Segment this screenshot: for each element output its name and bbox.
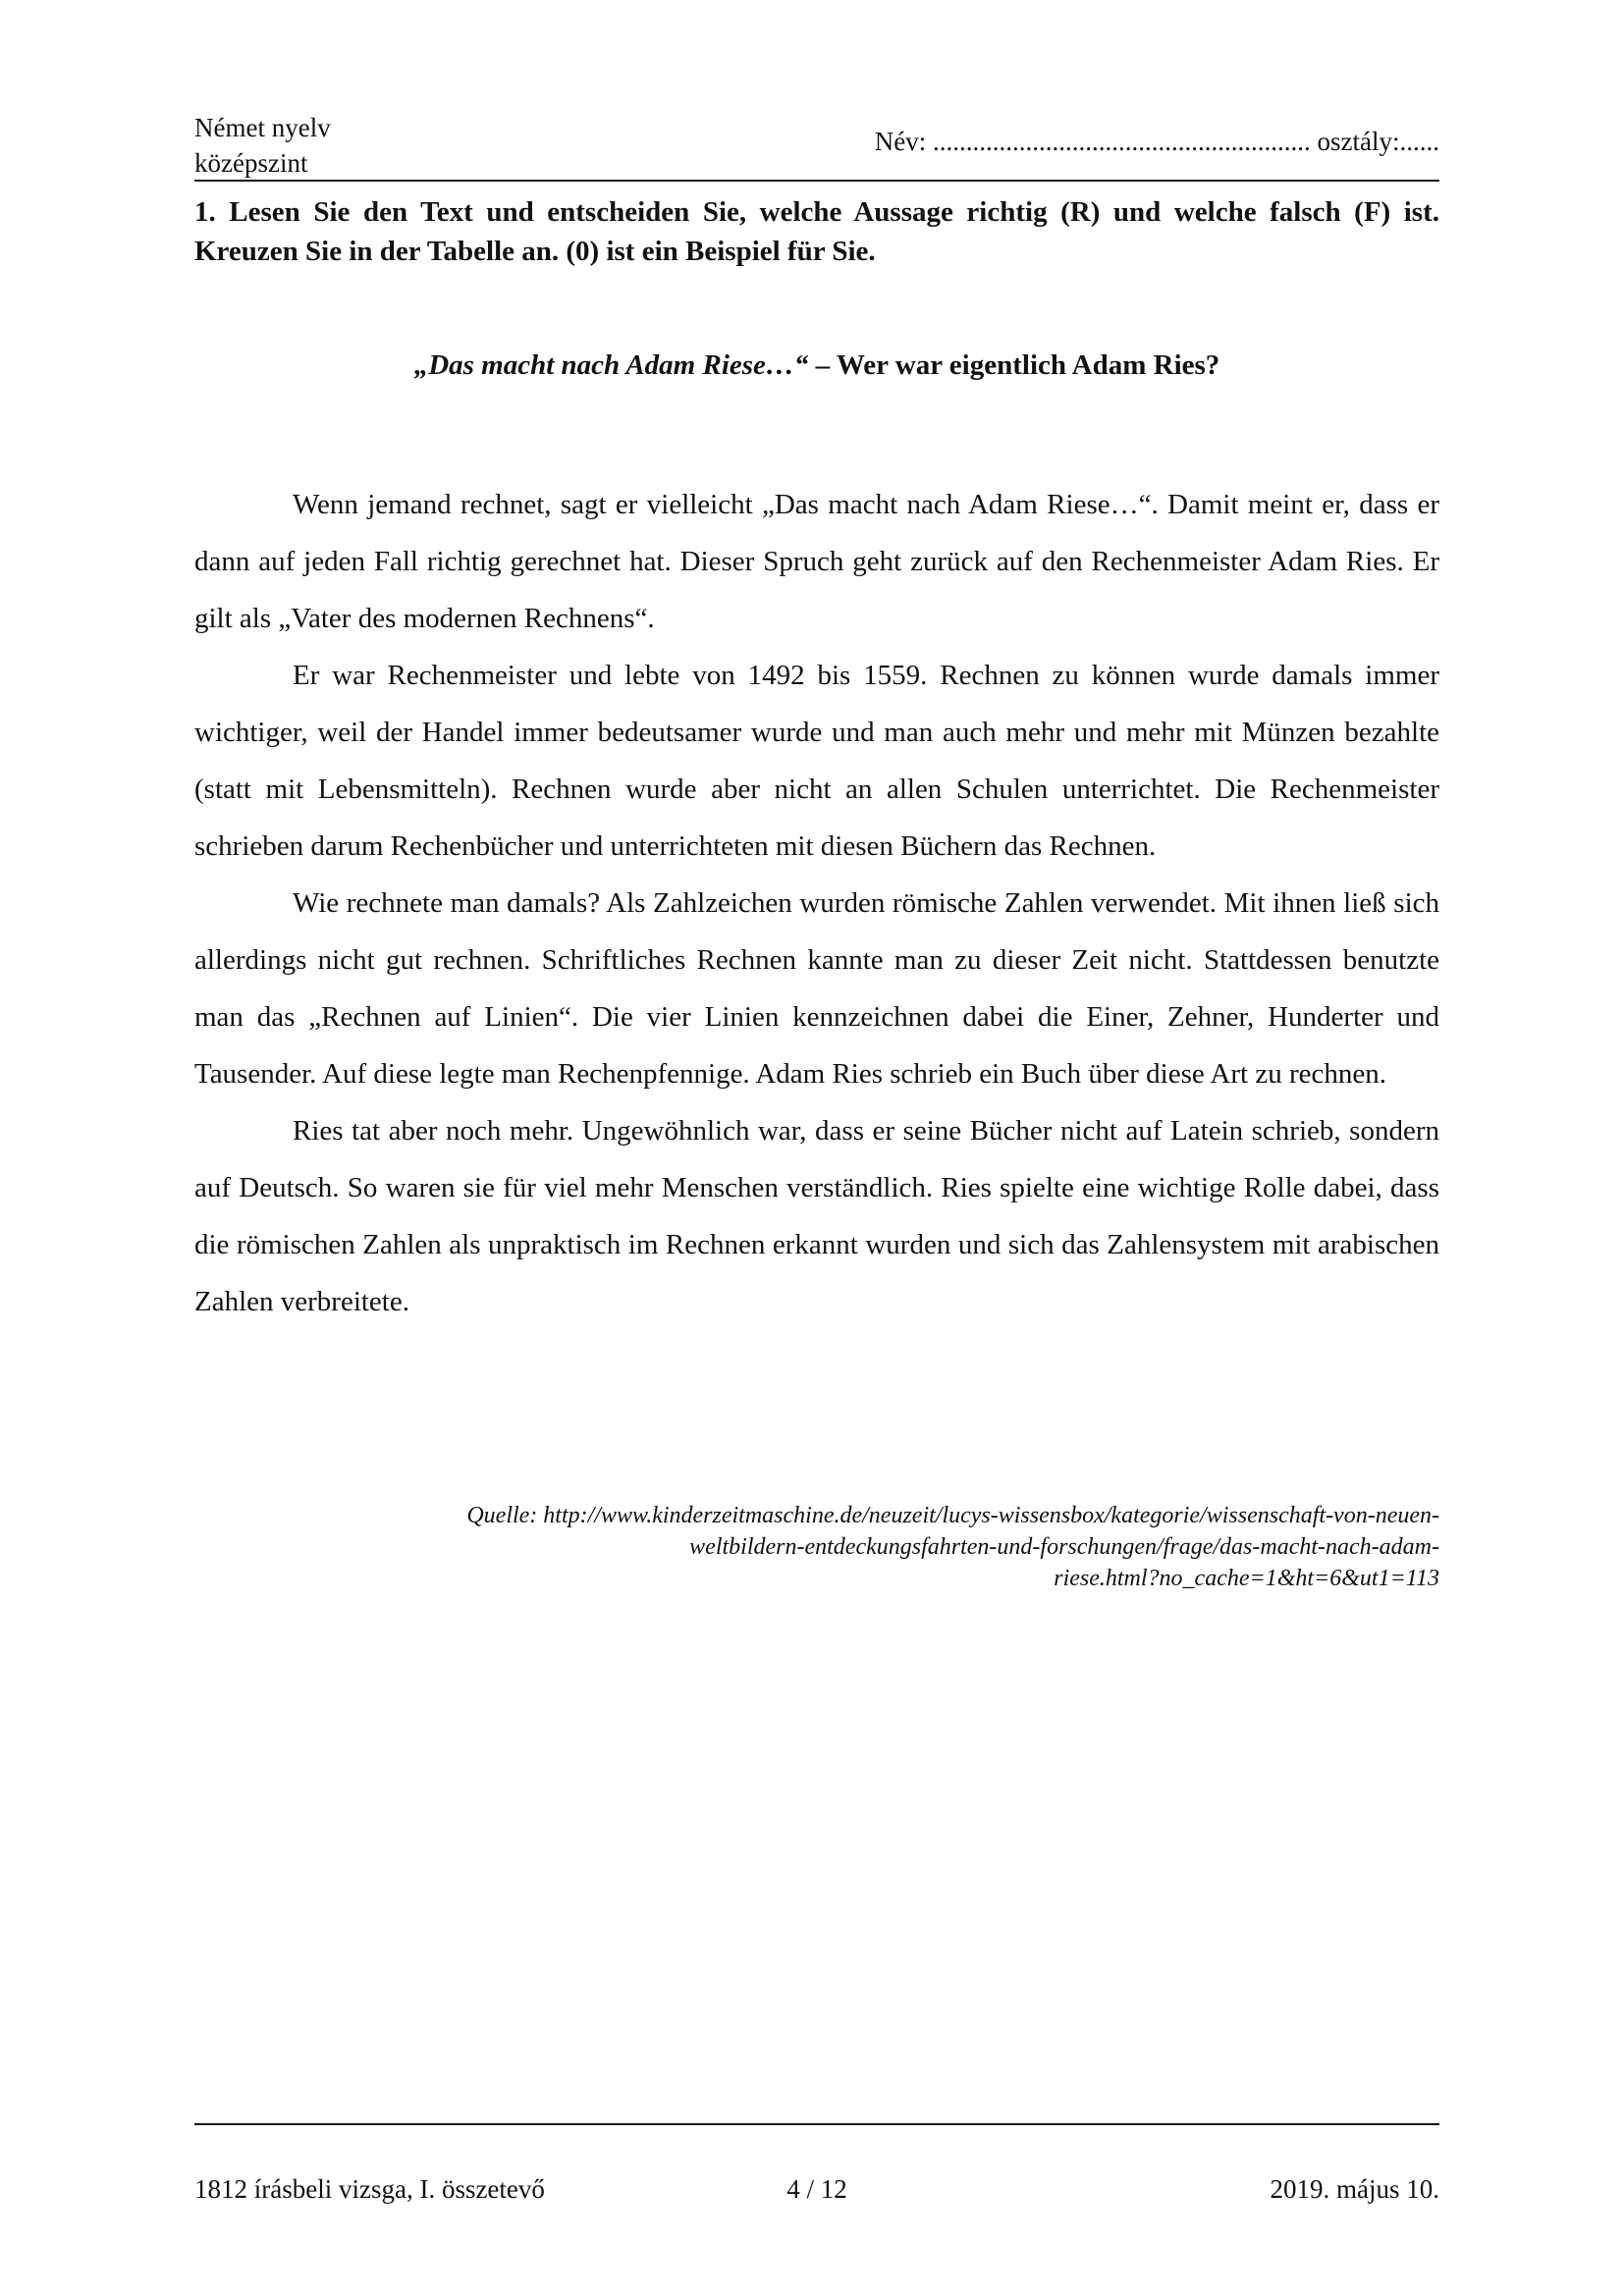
source-citation [194,1500,1439,1594]
article-paragraph-1: Wenn jemand rechnet, sagt er vielleicht „Das macht nach Adam Riese…“. Damit meint er, dass er dann auf jeden Fall richtig gerechnet hat. Dieser Spruch geht zurück auf den Rechenmeister Adam Ries. Er gilt als „Vater des modernen Rechnens“. [194,489,1439,634]
task-instruction: 1. Lesen Sie den Text und entscheiden Sie, welche Aussage richtig (R) und welche falsch (F) ist. Kreuzen Sie in der Tabelle an. (0) ist ein Beispiel für Sie. [194,196,1439,267]
header-divider [194,180,1439,182]
source-line-1: Quelle: http://www.kinderzeitmaschine.de/neuzeit/lucys-wissensbox/kategorie/wissenschaft-von-neuen- [466,1503,1439,1528]
subject-label [194,110,331,181]
article-paragraph-2: Er war Rechenmeister und lebte von 1492 bis 1559. Rechnen zu können wurde damals immer wichtiger, weil der Handel immer bedeutsamer wurde und man auch mehr und mehr mit Münzen bezahlte (statt mit Lebensmitteln). Rechnen wurde aber nicht an allen Schulen unterrichtet. Die Rechenmeister schrieben darum Rechenbücher und unterrichteten mit diesen Büchern das Rechnen. [194,660,1439,862]
page-number: 4 / 12 [786,2174,847,2204]
source-line-3: riese.html?no_cache=1&ht=6&ut1=113 [1054,1566,1439,1591]
article-title [194,346,1439,385]
article-paragraph-4: Ries tat aber noch mehr. Ungewöhnlich war, dass er seine Bücher nicht auf Latein schrieb, sondern auf Deutsch. So waren sie für viel mehr Menschen verständlich. Ries spielte eine wichtige Rolle dabei, dass die römischen Zahlen als unpraktisch im Rechnen erkannt wurden und sich das Zahlensystem mit arabischen Zahlen verbreitete. [194,1115,1439,1317]
article-paragraph-3: Wie rechnete man damals? Als Zahlzeichen wurden römische Zahlen verwendet. Mit ihnen ließ sich allerdings nicht gut rechnen. Schriftliches Rechnen kannte man zu dieser Zeit nicht. Stattdessen benutzte man das „Rechnen auf Linien“. Die vier Linien kennzeichnen dabei die Einer, Zehner, Hunderter und Tausender. Auf diese legte man Rechenpfennige. Adam Ries schrieb ein Buch über diese Art zu rechnen. [194,887,1439,1090]
article-title-question: – Wer war eigentlich Adam Ries? [808,349,1220,381]
subject-line-1: Német nyelv [194,113,331,142]
footer-divider [194,2123,1439,2125]
exam-code: 1812 írásbeli vizsga, I. összetevő [194,2174,545,2204]
source-line-2: weltbildern-entdeckungsfahrten-und-forschungen/frage/das-macht-nach-adam- [689,1534,1439,1560]
article-body [194,476,1439,1330]
name-class-field: Név: ......................................................... osztály:...... [874,127,1439,156]
page-header [194,110,1439,181]
article-title-quote: „Das macht nach Adam Riese…“ [413,349,809,381]
exam-date: 2019. május 10. [1270,2174,1439,2204]
page-footer [194,2171,1439,2207]
subject-line-2: középszint [194,148,308,178]
